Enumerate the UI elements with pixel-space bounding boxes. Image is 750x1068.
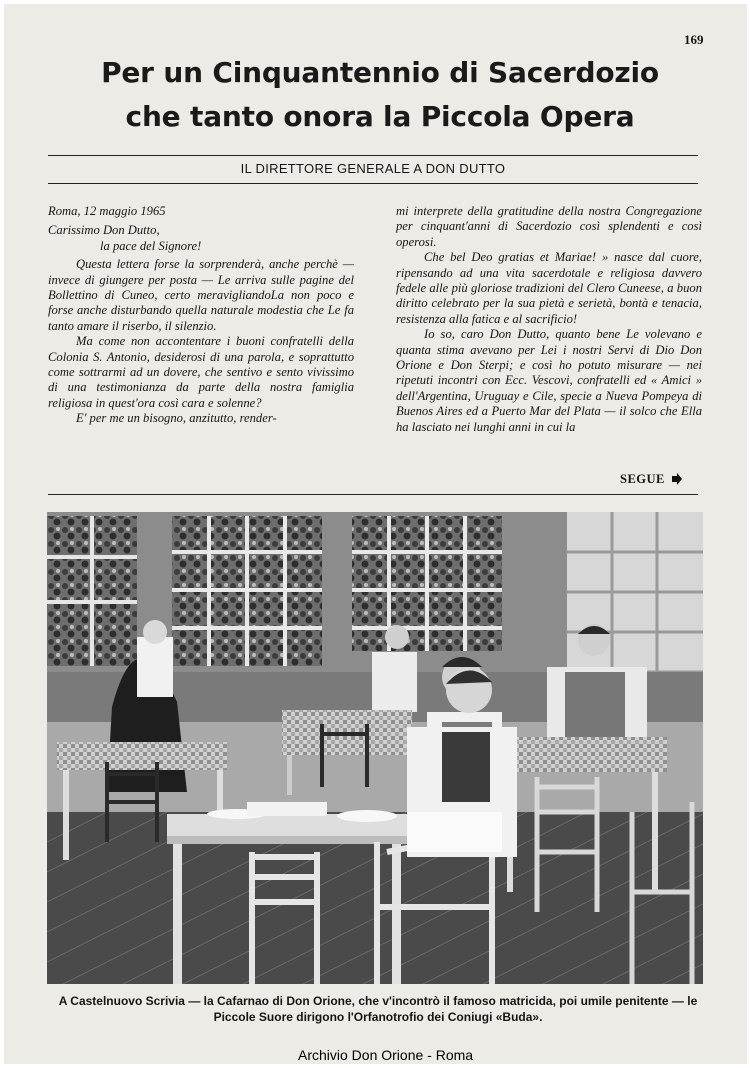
- window-center-left: [172, 516, 322, 666]
- paragraph: Ma come non accontentare i buoni confratelli della Colonia S. Antonio, desiderosi di una parola, e soprattutto come sottrarmi ad un dovere, che sentivo e sento vivissimo di una testimonianza da parte della nostra famiglia religiosa in quest'ora così cara e solenne?: [48, 334, 354, 410]
- paragraph: Che bel Deo gratias et Mariae! » nasce dal cuore, ripensando ad una vita sacerdotale e religiosa davvero fedele alle più gloriose tradizioni del Clero Cuneese, a buon diritto celebrato per la sua pietà e serietà, bontà e tenacia, resistenza alla fatica e al sacrificio!: [396, 250, 702, 326]
- divider-top: [48, 155, 698, 156]
- paragraph: E' per me un bisogno, anzitutto, render-: [76, 411, 277, 426]
- photo-caption: A Castelnuovo Scrivia — la Cafarnao di Don Orione, che v'incontrò il famoso matricida, poi umile penitente — le Piccole Suore dirigono l'Orfanotrofio dei Coniugi «Buda».: [58, 994, 698, 1024]
- text-column-left: [48, 204, 354, 427]
- arrow-right-icon: [671, 473, 683, 485]
- article-title-line1: Per un Cinquantennio di Sacerdozio: [101, 56, 659, 89]
- archive-footer: Archivio Don Orione - Roma: [298, 1047, 474, 1063]
- article-subtitle: IL DIRETTORE GENERALE A DON DUTTO: [240, 161, 506, 176]
- letter-greeting: Carissimo Don Dutto,: [48, 223, 160, 238]
- article-title-line2: che tanto onora la Piccola Opera: [125, 100, 635, 133]
- text-column-right: [396, 204, 702, 435]
- refectory-photo: [47, 512, 703, 984]
- paragraph: mi interprete della gratitudine della nostra Congregazione per cinquant'anni di Sacerdozio così splendenti e così operosi.: [396, 204, 702, 249]
- paragraph: Io so, caro Don Dutto, quanto bene Le volevano e quanta stima avevano per Lei i nostri Servi di Dio Don Orione e Don Sterpi; e così ho potuto misurare — nei ripetuti incontri con Ecc. Vescovi, confratelli ed « Amici » dell'Argentina, Uruguay e Cile, specie a Nueva Pompeya di Buenos Aires ed a Puerto Mar del Plata — il solco che Ella ha lasciato nei lunghi anni in cui la: [396, 327, 702, 434]
- continue-marker: [620, 472, 683, 487]
- window-left: [47, 516, 137, 666]
- letter-salutation: la pace del Signore!: [100, 238, 202, 253]
- letter-date: Roma, 12 maggio 1965: [48, 204, 166, 218]
- window-center-right: [352, 516, 502, 651]
- divider-bottom: [48, 494, 698, 495]
- paragraph: Questa lettera forse la sorprenderà, anche perchè — invece di giungere per posta — Le arriva sulle pagine del Bollettino di Cuneo, certo meravigliandoLa non poco e forse anche disturbando quella naturale modestia che Le fa tanto amare il riserbo, il silenzio.: [48, 257, 354, 333]
- divider-subtitle: [48, 183, 698, 184]
- continue-label: SEGUE: [620, 472, 665, 486]
- page-number: 169: [684, 32, 704, 47]
